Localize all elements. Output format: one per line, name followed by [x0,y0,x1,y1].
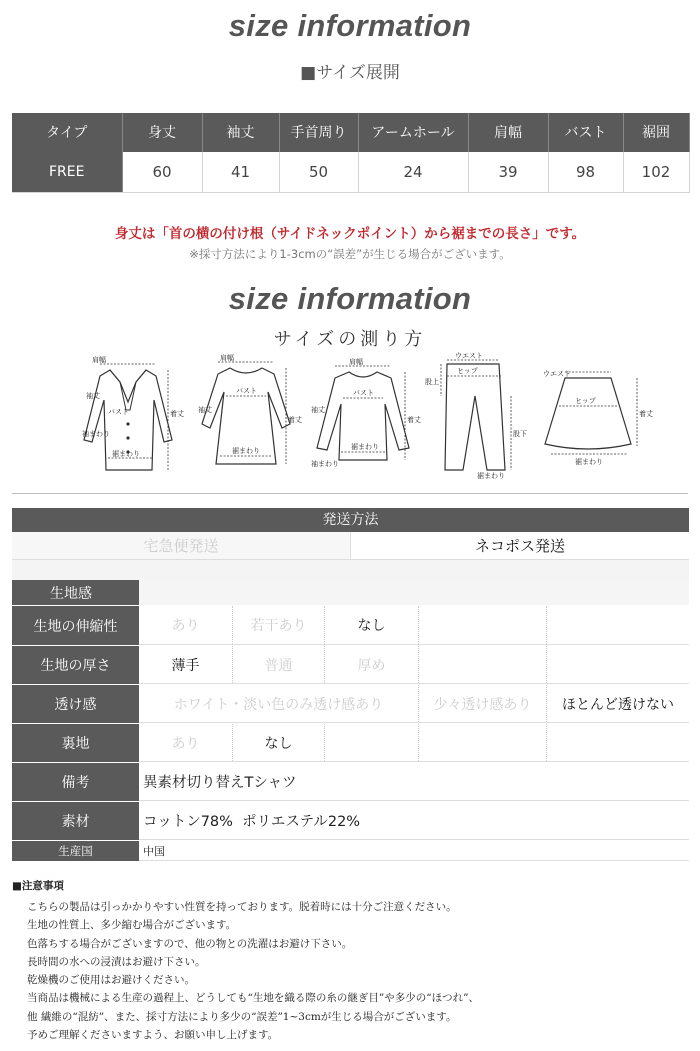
care-note-line: 生地の性質上、多少縮む場合がございます。 [27,919,237,932]
origin-label: 生産国 [12,841,139,861]
pants-label-rise: 股上 [425,378,439,386]
dress-label-length: 着丈 [288,416,302,424]
stretch-option-yes: あり [139,606,233,644]
lining-row [12,724,689,763]
size-cell-wrist: 50 [279,152,358,193]
dress-label-sleeve: 袖丈 [198,406,212,414]
care-note-line: 長時間の水への浸漬はお避け下さい。 [27,955,206,968]
pants-label-hem: 裾まわり [477,472,505,480]
stretch-option-none: なし [325,606,419,644]
size-information-title-2: size information [228,281,472,316]
skirt-label-length: 着丈 [639,410,653,418]
top-label-sleeve: 袖丈 [311,406,325,414]
lining-label: 裏地 [12,724,139,762]
care-note-line: こちらの製品は引っかかりやすい性質を持っております。脱着時には十分ご注意ください。 [27,901,457,913]
size-cell-sleeve: 41 [202,152,279,193]
measurement-error-note: ※採寸方法により1-3cmの“誤差”が生じる場合がございます。 [189,247,511,261]
dress-diagram-icon [190,352,300,480]
care-note-line: 他 繊維の“混紡”、また、採寸方法により多少の“誤差”1~3cmが生じる場合がございます。 [27,1010,457,1023]
body-length-note: 身丈は「首の横の付け根（サイドネックポイント）から裾までの長さ」です。 [114,226,586,242]
size-header-wrist: 手首周り [279,113,358,152]
fabric-label: 素材 [12,802,139,840]
thickness-option-normal: 普通 [233,646,325,683]
sheer-option-slight: 少々透け感あり [419,685,547,722]
remarks-row [12,763,689,802]
shipping-method-header: 発送方法 [12,508,689,532]
fabric-properties-table [12,580,689,862]
size-header-bust: バスト [548,113,623,152]
size-information-title: size information [228,8,472,43]
care-note-line: 乾燥機のご使用はお避けください。 [27,974,195,987]
coat-label-bust: バスト [108,408,129,416]
size-header-sleeve: 袖丈 [202,113,279,152]
top-label-shoulder: 肩幅 [349,358,363,366]
lining-option-yes: あり [139,724,233,761]
lining-empty-1 [325,724,419,761]
shipping-option-takkyubin: 宅急便発送 [12,532,351,560]
sheer-label: 透け感 [12,685,139,723]
size-table [12,113,690,193]
size-range-subtitle: ■サイズ展開 [300,63,400,83]
shipping-spacer [12,560,689,580]
size-cell-bust: 98 [548,152,623,193]
coat-label-sleeve: 袖丈 [86,392,100,400]
care-notes [12,878,692,1044]
thickness-option-thin: 薄手 [139,646,233,683]
sheer-row [12,685,689,724]
sheer-option-barely: ほとんど透けない [562,696,674,713]
size-table-row [12,152,689,193]
skirt-label-waist: ウエスト [543,370,571,378]
thickness-empty-2 [547,646,689,683]
shipping-options [12,532,689,560]
coat-diagram-icon [70,352,185,480]
fabric-header-row [12,580,689,606]
dress-label-bust: バスト [236,387,257,395]
section-divider [12,493,688,494]
top-label-hem: 裾まわり [351,443,379,451]
fabric-value: コットン78% ポリエステル22% [139,802,689,840]
skirt-diagram-icon [535,352,653,480]
stretch-empty-2 [547,606,689,644]
shipping-option-nekopos: ネコポス発送 [351,532,689,560]
stretch-row [12,606,689,646]
size-header-type: タイプ [12,113,122,152]
top-diagram-icon [305,352,420,480]
top-label-cuff: 袖まわり [311,460,339,468]
coat-label-length: 着丈 [170,410,184,418]
size-cell-shoulder: 39 [468,152,548,193]
lining-option-no: なし [233,724,325,761]
size-cell-hem: 102 [623,152,689,193]
lining-empty-2 [419,724,547,761]
top-label-bust: バスト [353,389,374,397]
dress-label-shoulder: 肩幅 [220,354,234,362]
size-header-armhole: アームホール [358,113,468,152]
size-header-shoulder: 肩幅 [468,113,548,152]
pants-label-inseam: 股下 [513,430,527,438]
how-to-measure-title: サイズの測り方 [273,329,427,350]
thickness-empty-1 [419,646,547,683]
pants-label-waist: ウエスト [455,352,483,360]
fabric-header-label: 生地感 [12,580,139,605]
size-cell-armhole: 24 [358,152,468,193]
size-cell-length: 60 [122,152,202,193]
sheer-option-light-colors: ホワイト・淡い色のみ透け感あり [139,685,419,722]
thickness-row [12,646,689,685]
care-note-line: 予めご理解くださいますよう、お願い申し上げます。 [27,1029,279,1042]
remarks-value: 異素材切り替えTシャツ [139,763,689,801]
coat-label-hem: 裾まわり [112,450,140,458]
stretch-label: 生地の伸縮性 [12,606,139,645]
pants-diagram-icon [425,352,525,480]
stretch-option-slight: 若干あり [233,606,325,644]
fabric-header-fill [139,580,689,605]
thickness-option-thick: 厚め [325,646,419,683]
thickness-label: 生地の厚さ [12,646,139,684]
lining-empty-3 [547,724,689,761]
fabric-row [12,802,689,841]
pants-label-hip: ヒップ [457,367,478,375]
remarks-label: 備考 [12,763,139,801]
origin-value: 中国 [139,841,689,861]
size-header-hem: 裾囲 [623,113,689,152]
coat-label-cuff: 袖まわり [82,430,110,438]
care-note-line: 当商品は機械による生産の過程上、どうしても“生地を織る際の糸の継ぎ目”や多少の“ほつれ”、 [27,992,479,1005]
stretch-empty-1 [419,606,547,644]
origin-row [12,841,689,862]
dress-label-hem: 裾まわり [232,447,260,455]
measurement-diagrams [60,352,653,480]
size-table-header-row [12,113,689,152]
care-notes-title: ■注意事項 [12,880,64,892]
size-header-length: 身丈 [122,113,202,152]
top-label-length: 着丈 [407,416,421,424]
coat-label-shoulder: 肩幅 [92,356,106,364]
skirt-label-hip: ヒップ [575,397,596,405]
size-cell-type: FREE [12,152,122,193]
skirt-label-hem: 裾まわり [575,458,603,466]
care-note-line: 色落ちする場合がございますので、他の物との洗濯はお避け下さい。 [27,937,353,950]
